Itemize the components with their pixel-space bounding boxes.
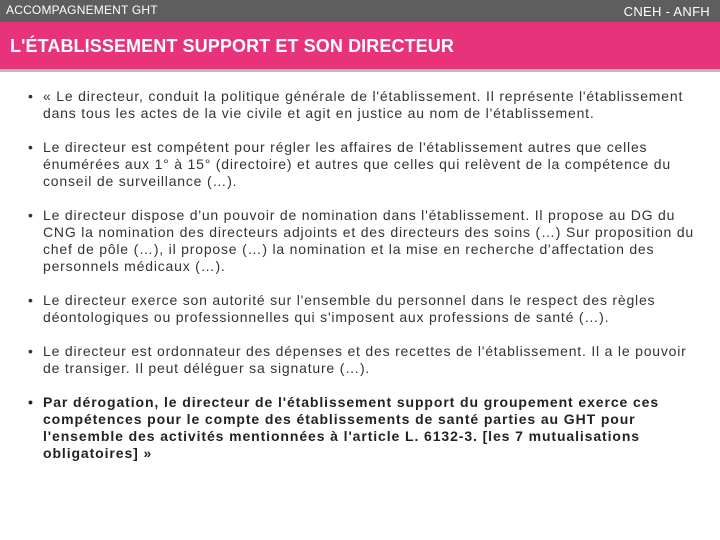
bullet-text: Le directeur dispose d'un pouvoir de nomination dans l'établissement. Il propose au DG du CNG la nomination des directeurs adjoints et des directeurs des soins (…) Sur proposition du chef de pôle (…), il propose (…) la nomination et la mise en recherche d'affectation des personnels médicaux (…). (43, 207, 694, 274)
page-title: L'ÉTABLISSEMENT SUPPORT ET SON DIRECTEUR (10, 36, 454, 56)
header-right-label: CNEH - ANFH (623, 4, 710, 19)
title-bar (0, 22, 720, 72)
bullet-text: Par dérogation, le directeur de l'établissement support du groupement exerce ces compétences pour le compte des établissements de santé parties au GHT pour l'ensemble des activités mentionnées à l'article L. 6132-3. [les 7 mutualisations obligatoires] » (43, 394, 660, 461)
bullet-item (28, 88, 698, 122)
top-header-bar (0, 0, 720, 22)
bullet-item (28, 207, 698, 275)
bullet-dot: • (28, 88, 34, 104)
content-area (28, 88, 698, 479)
bullet-dot: • (28, 394, 34, 410)
bullet-dot: • (28, 207, 34, 223)
bullet-text: Le directeur est compétent pour régler les affaires de l'établissement autres que celles énumérées aux 1° à 15° (directoire) et autres que celles qui relèvent de la compétence du conseil de surveillance (…). (43, 139, 671, 189)
bullet-item (28, 292, 698, 326)
header-left-label: ACCOMPAGNEMENT GHT (6, 3, 158, 17)
bullet-dot: • (28, 343, 34, 359)
bullet-item (28, 343, 698, 377)
bullet-list (28, 88, 698, 462)
bullet-item-emphasized (28, 394, 698, 462)
bullet-dot: • (28, 292, 34, 308)
bullet-text: Le directeur est ordonnateur des dépenses et des recettes de l'établissement. Il a le pouvoir de transiger. Il peut déléguer sa signature (…). (43, 343, 687, 376)
bullet-dot: • (28, 139, 34, 155)
bullet-text: « Le directeur, conduit la politique générale de l'établissement. Il représente l'établissement dans tous les actes de la vie civile et agit en justice au nom de l'établissement. (43, 88, 684, 121)
bullet-text: Le directeur exerce son autorité sur l'ensemble du personnel dans le respect des règles déontologiques ou professionnelles qui s'imposent aux professions de santé (…). (43, 292, 656, 325)
bullet-item (28, 139, 698, 190)
